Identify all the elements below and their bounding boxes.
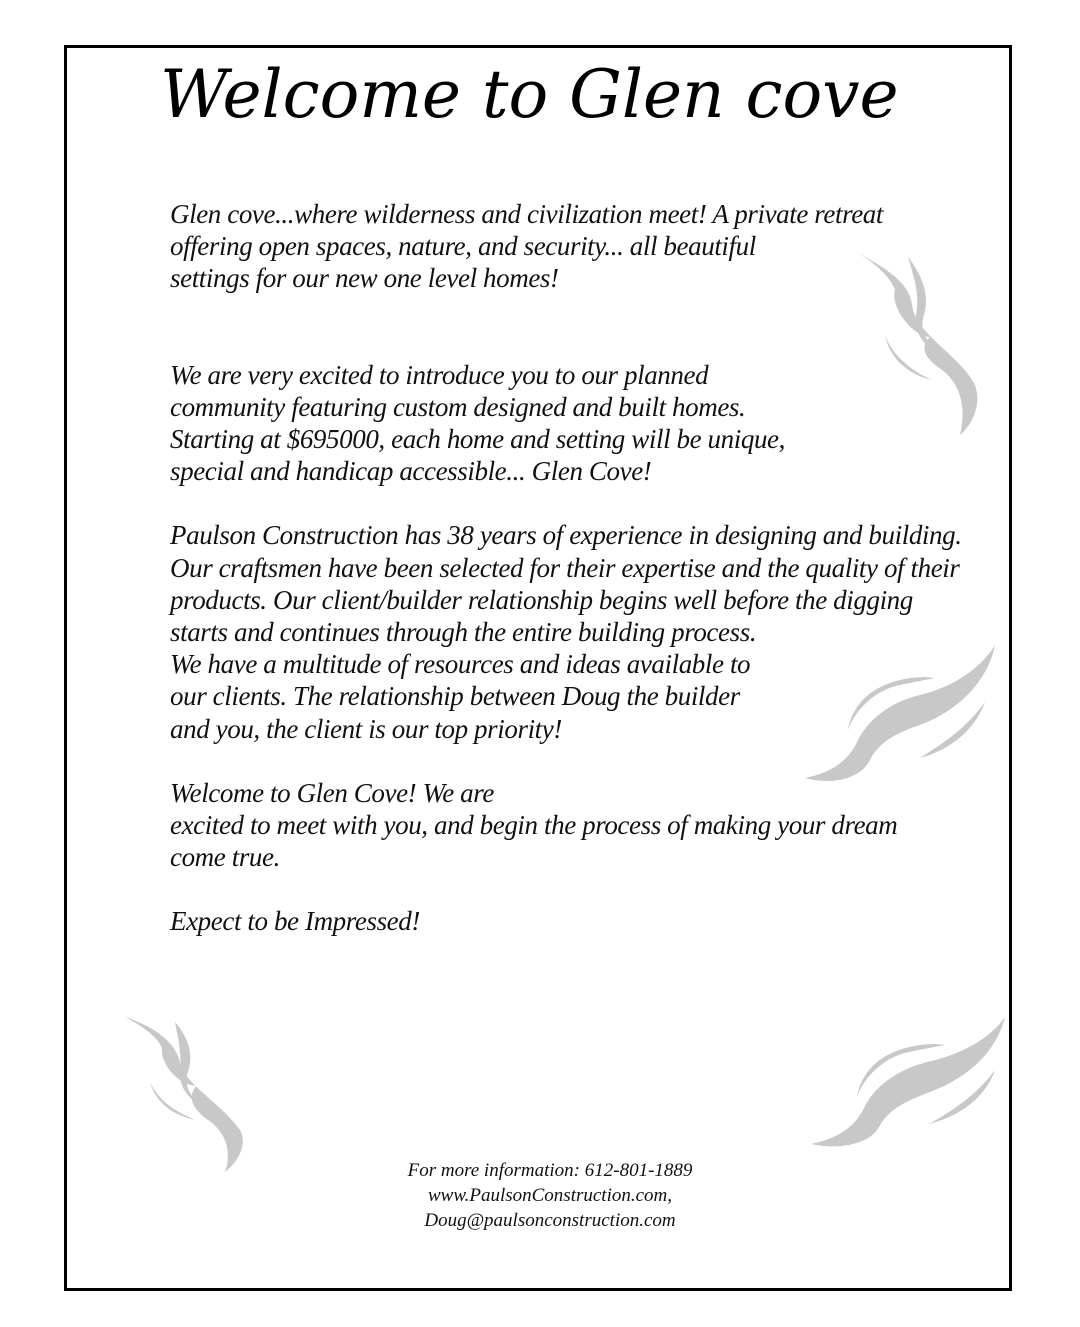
- text-line: We are very excited to introduce you to our planned: [170, 359, 709, 390]
- contact-phone: For more information: 612-801-1889: [407, 1160, 693, 1181]
- contact-info: [300, 1158, 800, 1233]
- page-title: Welcome to Glen cove: [160, 56, 899, 133]
- text-line: Paulson Construction has 38 years of experience in designing and building.: [170, 520, 962, 551]
- contact-website[interactable]: www.PaulsonConstruction.com,: [427, 1185, 673, 1206]
- text-line: Our craftsmen have been selected for their expertise and the quality of their: [170, 552, 960, 583]
- welcome-paragraph: [170, 777, 1015, 874]
- text-line: come true.: [170, 842, 280, 873]
- text-line: and you, the client is our top priority!: [170, 713, 562, 744]
- contact-email[interactable]: Doug@paulsonconstruction.com: [424, 1210, 676, 1231]
- text-line: settings for our new one level homes!: [170, 263, 559, 294]
- text-line: Glen cove...where wilderness and civilization meet! A private retreat: [170, 199, 883, 229]
- text-line: Expect to be Impressed!: [170, 906, 420, 937]
- intro-paragraph: [170, 198, 1015, 295]
- text-line: special and handicap accessible... Glen Cove!: [170, 456, 652, 487]
- text-line: excited to meet with you, and begin the process of making your dream: [170, 810, 898, 841]
- experience-paragraph: [170, 519, 1015, 744]
- leaf-icon: [805, 1012, 1010, 1152]
- closing-paragraph: [170, 905, 1015, 937]
- text-line: We have a multitude of resources and ideas available to: [170, 649, 751, 680]
- body-text: [170, 198, 1015, 938]
- community-paragraph: [170, 359, 1015, 488]
- text-line: our clients. The relationship between Doug the builder: [170, 681, 740, 712]
- text-line: Starting at $695000, each home and setting will be unique,: [170, 424, 785, 455]
- text-line: community featuring custom designed and built homes.: [170, 391, 746, 422]
- text-line: products. Our client/builder relationship begins well before the digging: [170, 584, 913, 615]
- leaf-icon: [120, 1012, 255, 1177]
- text-line: starts and continues through the entire building process.: [170, 617, 757, 648]
- text-line: Welcome to Glen Cove! We are: [170, 777, 494, 808]
- text-line: offering open spaces, nature, and security... all beautiful: [170, 231, 756, 262]
